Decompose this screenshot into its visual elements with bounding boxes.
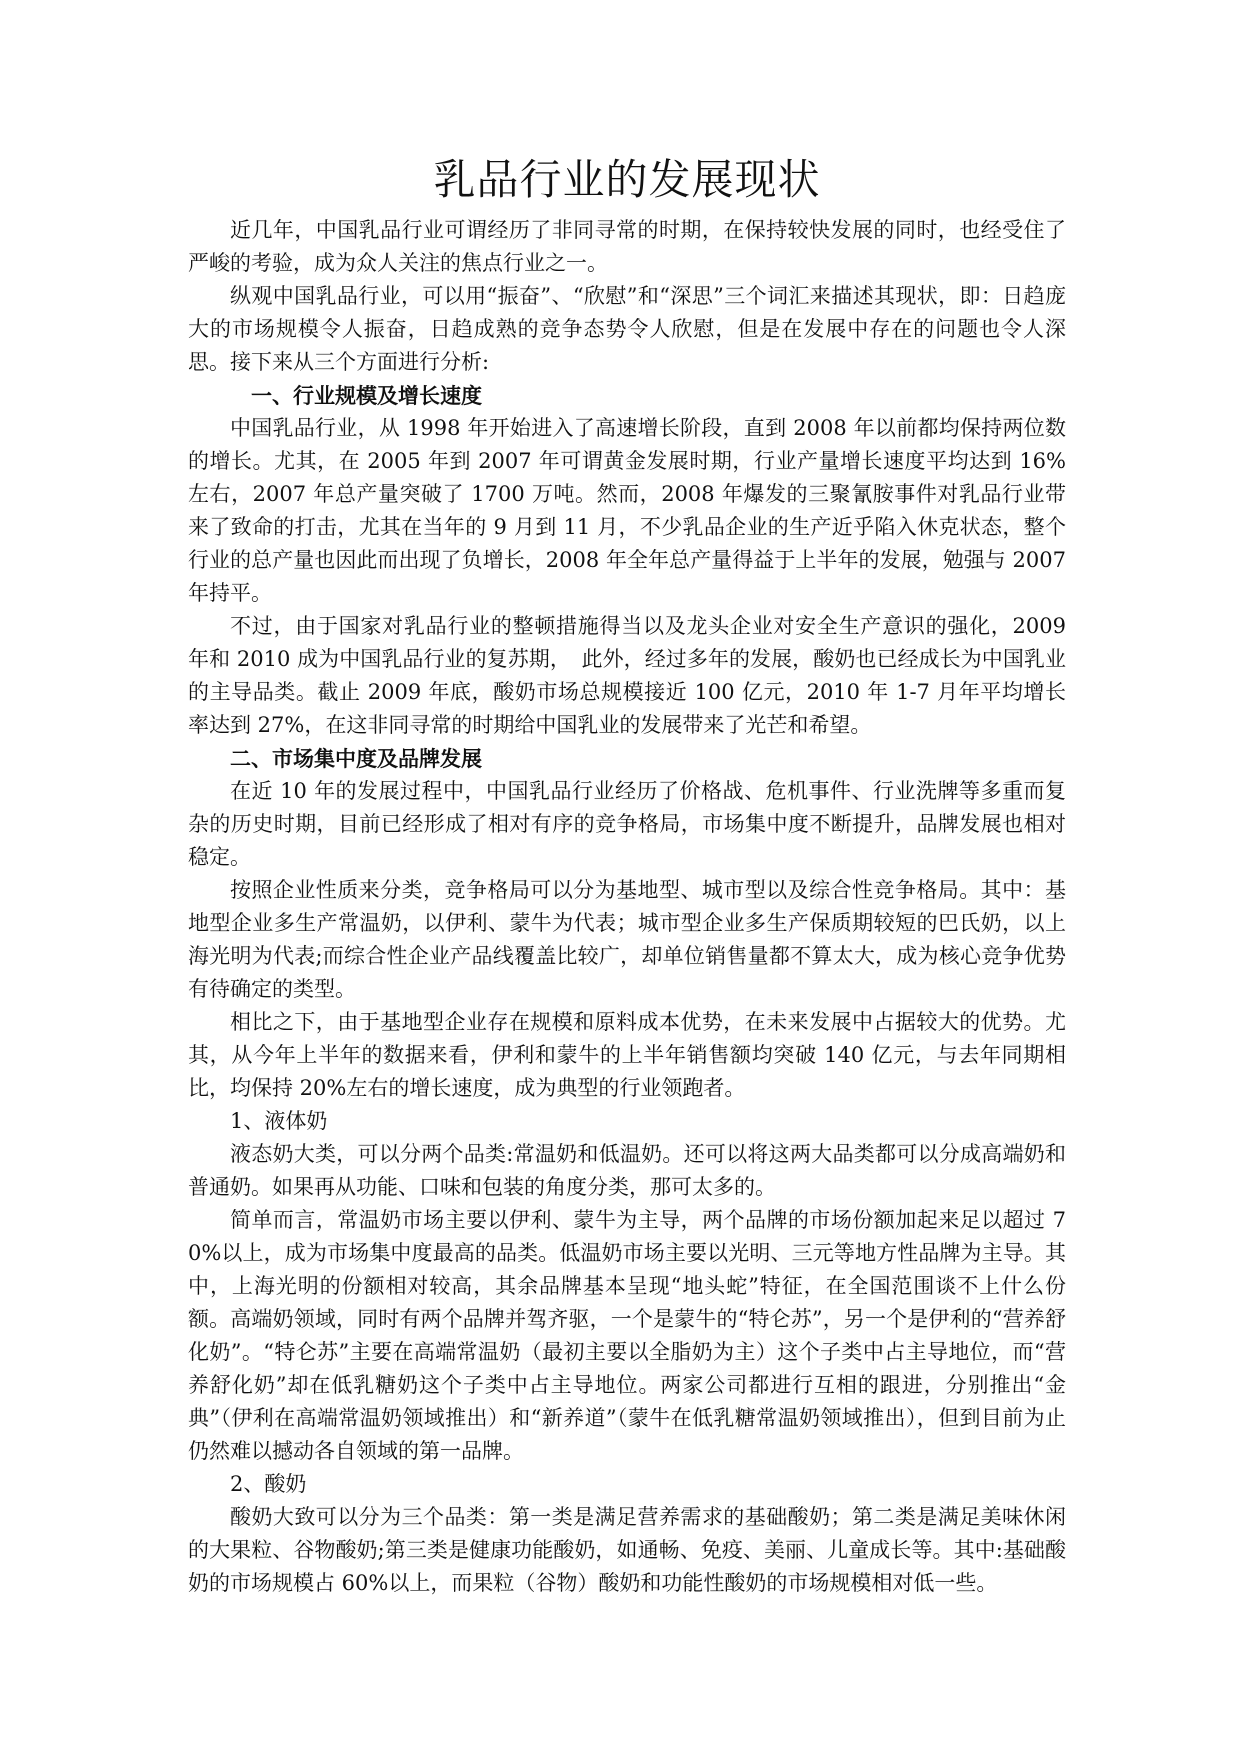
body-paragraph: 在近 10 年的发展过程中，中国乳品行业经历了价格战、危机事件、行业洗牌等多重而复杂的历史时期，目前已经形成了相对有序的竞争格局，市场集中度不断提升，品牌发展也相对稳定。 [188, 779, 1066, 869]
body-paragraph: 液态奶大类，可以分两个品类:常温奶和低温奶。还可以将这两大品类都可以分成高端奶和普通奶。如果再从功能、口味和包装的角度分类，那可太多的。 [188, 1142, 1066, 1199]
subsection-heading-liquid-milk: 1、液体奶 [230, 1109, 328, 1133]
section-heading-market-concentration: 二、市场集中度及品牌发展 [230, 746, 482, 771]
body-paragraph: 酸奶大致可以分为三个品类：第一类是满足营养需求的基础酸奶；第二类是满足美味休闲的大果粒、谷物酸奶;第三类是健康功能酸奶，如通畅、免疫、美丽、儿童成长等。其中:基础酸奶的市场规模占 60%以上，而果粒（谷物）酸奶和功能性酸奶的市场规模相对低一些。 [188, 1505, 1066, 1595]
body-paragraph: 近几年，中国乳品行业可谓经历了非同寻常的时期，在保持较快发展的同时，也经受住了严峻的考验，成为众人关注的焦点行业之一。 [188, 218, 1066, 275]
section-heading-industry-scale: 一、行业规模及增长速度 [251, 383, 482, 408]
document-body [188, 150, 1066, 1600]
body-paragraph: 按照企业性质来分类，竞争格局可以分为基地型、城市型以及综合性竞争格局。其中：基地型企业多生产常温奶，以伊利、蒙牛为代表；城市型企业多生产保质期较短的巴氏奶，以上海光明为代表;而综合性企业产品线覆盖比较广，却单位销售量都不算太大，成为核心竞争优势有待确定的类型。 [188, 878, 1066, 1001]
body-paragraph: 相比之下，由于基地型企业存在规模和原料成本优势，在未来发展中占据较大的优势。尤其，从今年上半年的数据来看，伊利和蒙牛的上半年销售额均突破 140 亿元，与去年同期相比，均保持 20%左右的增长速度，成为典型的行业领跑者。 [188, 1010, 1066, 1100]
document-title: 乳品行业的发展现状 [433, 155, 821, 204]
body-paragraph: 中国乳品行业，从 1998 年开始进入了高速增长阶段，直到 2008 年以前都均保持两位数的增长。尤其，在 2005 年到 2007 年可谓黄金发展时期，行业产量增长速度平均达到 16%左右，2007 年总产量突破了 1700 万吨。然而，2008 年爆发的三聚氰胺事件对乳品行业带来了致命的打击，尤其在当年的 9 月到 11 月，不少乳品企业的生产近乎陷入休克状态，整个行业的总产量也因此而出现了负增长，2008 年全年总产量得益于上半年的发展，勉强与 2007 年持平。 [188, 416, 1066, 605]
body-paragraph: 不过，由于国家对乳品行业的整顿措施得当以及龙头企业对安全生产意识的强化，2009 年和 2010 成为中国乳品行业的复苏期， 此外，经过多年的发展，酸奶也已经成长为中国乳业的主导品类。截止 2009 年底，酸奶市场总规模接近 100 亿元，2010 年 1-7 月年平均增长率达到 27%，在这非同寻常的时期给中国乳业的发展带来了光芒和希望。 [188, 614, 1066, 737]
body-paragraph: 简单而言，常温奶市场主要以伊利、蒙牛为主导，两个品牌的市场份额加起来足以超过 70%以上，成为市场集中度最高的品类。低温奶市场主要以光明、三元等地方性品牌为主导。其中，上海光明的份额相对较高，其余品牌基本呈现“地头蛇”特征，在全国范围谈不上什么份额。高端奶领域，同时有两个品牌并驾齐驱，一个是蒙牛的“特仑苏”，另一个是伊利的“营养舒化奶”。“特仑苏”主要在高端常温奶（最初主要以全脂奶为主）这个子类中占主导地位，而“营养舒化奶”却在低乳糖奶这个子类中占主导地位。两家公司都进行互相的跟进，分别推出“金典”（伊利在高端常温奶领域推出）和“新养道”（蒙牛在低乳糖常温奶领域推出），但到目前为止仍然难以撼动各自领域的第一品牌。 [188, 1208, 1066, 1463]
body-paragraph: 纵观中国乳品行业，可以用“振奋”、“欣慰”和“深思”三个词汇来描述其现状，即：日趋庞大的市场规模令人振奋，日趋成熟的竞争态势令人欣慰，但是在发展中存在的问题也令人深思。接下来从三个方面进行分析: [188, 284, 1066, 374]
subsection-heading-yogurt: 2、酸奶 [230, 1472, 307, 1496]
